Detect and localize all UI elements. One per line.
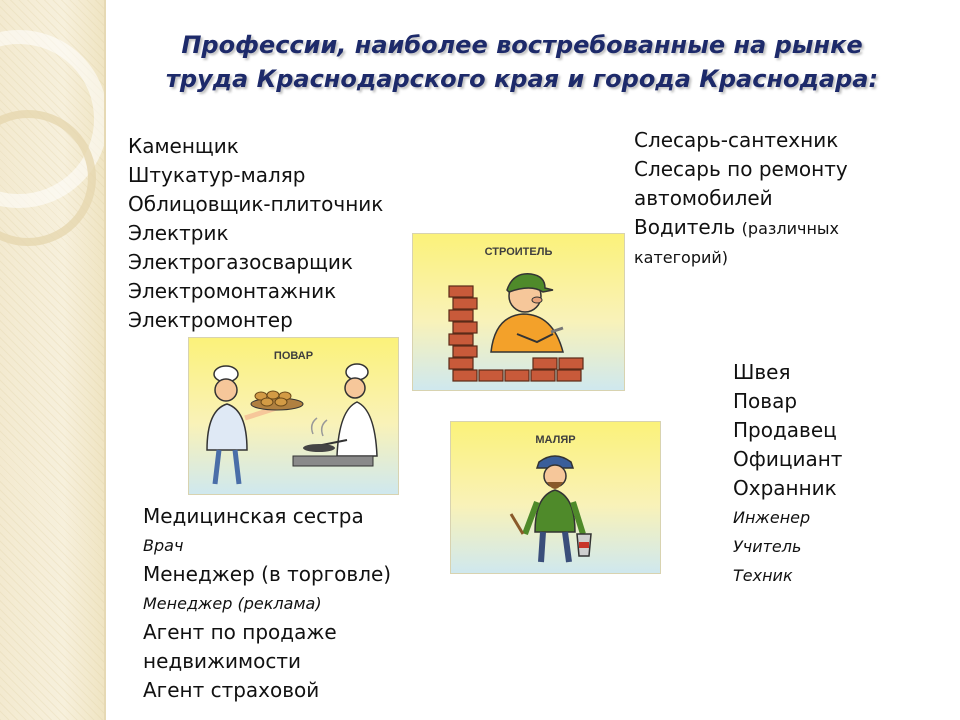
list-item: Медицинская сестра (143, 504, 364, 528)
illustration-caption: СТРОИТЕЛЬ (484, 246, 553, 258)
construction-professions-list (128, 132, 383, 335)
cook-illustration (188, 337, 399, 495)
list-item: Облицовщик-плиточник (128, 192, 384, 216)
list-item: Швея (733, 360, 791, 384)
decorative-side-strip (0, 0, 106, 720)
list-item (634, 213, 848, 243)
list-item: Электрик (128, 221, 229, 245)
list-item: недвижимости (143, 649, 301, 673)
list-item: Агент страховой (143, 678, 320, 702)
list-item: Менеджер (в торговле) (143, 562, 392, 586)
medical-sales-professions-list (143, 502, 391, 705)
illustration-caption: МАЛЯР (535, 434, 576, 446)
builder-icon (413, 234, 624, 390)
cook-icon (189, 338, 398, 494)
decorative-divider (104, 0, 106, 720)
painter-icon (451, 422, 660, 573)
title-line-2: труда Краснодарского края и города Краснодара: (165, 65, 879, 93)
list-item: Повар (733, 389, 798, 413)
list-item: Врач (143, 536, 184, 555)
list-item: Агент по продаже (143, 620, 337, 644)
builder-illustration (412, 233, 625, 391)
list-item: Электромонтажник (128, 279, 337, 303)
list-item: Слесарь по ремонту (634, 157, 848, 181)
list-item: Продавец (733, 418, 837, 442)
list-item: Каменщик (128, 134, 239, 158)
list-item: Техник (733, 566, 793, 585)
mechanic-driver-professions-list (634, 126, 848, 272)
list-item: Электрогазосварщик (128, 250, 353, 274)
list-item-note: (различных (741, 219, 840, 238)
list-item: Официант (733, 447, 843, 471)
list-item: Учитель (733, 537, 802, 556)
painter-illustration (450, 421, 661, 574)
slide-title (112, 28, 932, 96)
list-item-main: Водитель (634, 215, 736, 239)
list-item: Электромонтер (128, 308, 293, 332)
list-item: автомобилей (634, 186, 773, 210)
service-professions-list (733, 358, 842, 590)
list-item: Слесарь-сантехник (634, 128, 839, 152)
list-item: Штукатур-маляр (128, 163, 306, 187)
list-item: Охранник (733, 476, 837, 500)
list-item: Инженер (733, 508, 811, 527)
illustration-caption: ПОВАР (273, 350, 314, 362)
list-item-note: категорий) (634, 248, 729, 267)
title-line-1: Профессии, наиболее востребованные на рынке (181, 31, 863, 59)
list-item: Менеджер (реклама) (143, 594, 322, 613)
